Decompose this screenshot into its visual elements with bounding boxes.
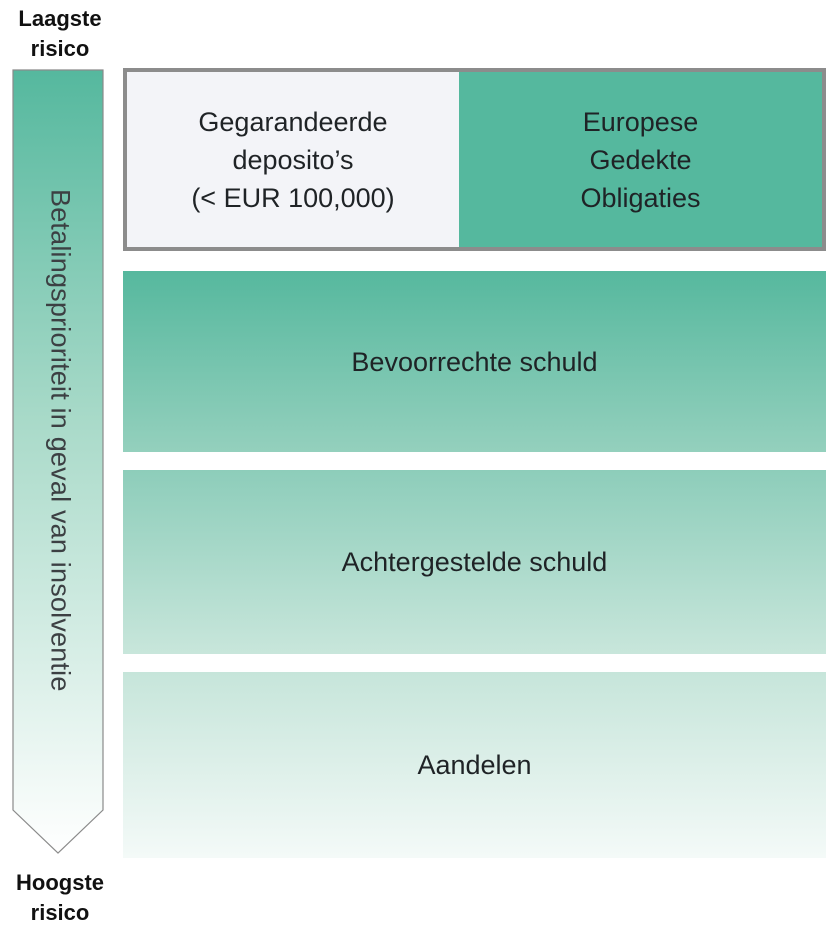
lowest-risk-label-line-1: Laagste — [18, 6, 102, 31]
lowest-risk-label-line-2: risico — [30, 36, 90, 61]
covered-bonds-cell — [459, 72, 822, 247]
highest-risk-label — [0, 868, 120, 928]
covered-bonds-line-1: Europese — [582, 106, 699, 137]
subordinated-debt-tier — [123, 470, 826, 654]
priority-arrow-text: Betalingsprioriteit in geval van insolventie — [45, 188, 76, 692]
guaranteed-deposits-line-1: Gegarandeerde — [198, 106, 388, 137]
covered-bonds-line-3: Obligaties — [580, 182, 701, 213]
guaranteed-deposits-line-3: (< EUR 100,000) — [191, 182, 395, 213]
guaranteed-deposits-cell — [127, 72, 459, 247]
equity-label: Aandelen — [417, 750, 532, 780]
secured-instruments-panel — [123, 68, 826, 251]
senior-debt-tier — [123, 271, 826, 452]
equity-tier — [123, 672, 826, 858]
highest-risk-label-line-2: risico — [30, 900, 90, 925]
senior-debt-label: Bevoorrechte schuld — [351, 346, 598, 377]
subordinated-debt-label: Achtergestelde schuld — [341, 547, 608, 577]
priority-arrow-label — [16, 70, 104, 810]
covered-bonds-line-2: Gedekte — [589, 144, 692, 175]
guaranteed-deposits-line-2: deposito’s — [232, 144, 354, 175]
guaranteed-deposits-box — [127, 72, 459, 247]
highest-risk-label-line-1: Hoogste — [16, 870, 104, 895]
covered-bonds-box — [459, 72, 822, 247]
